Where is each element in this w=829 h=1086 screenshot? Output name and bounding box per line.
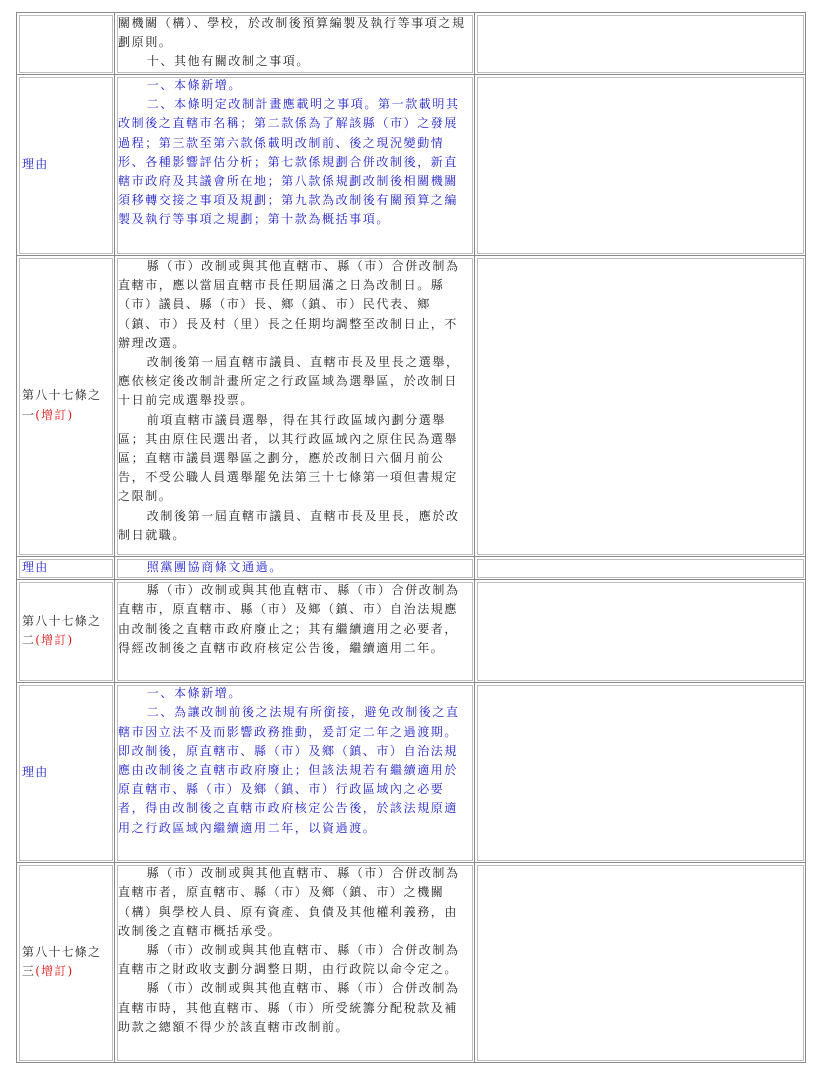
empty-cell <box>475 75 806 256</box>
table-row <box>17 863 806 1063</box>
added-tag: (增訂) <box>35 407 74 422</box>
paragraph: 改制後第一屆直轄市議員、直轄市長及里長之選舉，應依核定後改制計畫所定之行政區域為選舉區，於改制日十日前完成選舉投票。 <box>118 355 460 408</box>
row-label-cell <box>17 256 115 557</box>
empty-cell <box>475 863 806 1063</box>
paragraph: 一、本條新增。 <box>146 686 242 701</box>
empty-cell <box>475 683 806 863</box>
row-label-cell <box>17 13 115 75</box>
paragraph: 二、為讓改制前後之法規有所銜接，避免改制後之直轄市因立法不及而影響政務推動，爰訂定二年之過渡期。即改制後，原直轄市、縣（市）及鄉（鎮、市）自治法規應由改制後之直轄市政府廢止；但該法規若有繼續適用於原直轄市、縣（市）及鄉（鎮、市）行政區域內之必要者，得由改制後之直轄市政府核定公告後，於該法規原適用之行政區域內繼續適用二年，以資過渡。 <box>118 705 460 835</box>
row-label-cell <box>17 683 115 863</box>
paragraph: 縣（市）改制或與其他直轄市、縣（市）合併改制為直轄市，原直轄市、縣（市）及鄉（鎮、市）自治法規應由改制後之直轄市政府廢止之；其有繼續適用之必要者，得經改制後之直轄市政府核定公告後，繼續適用二年。 <box>118 583 460 655</box>
row-label: 理由 <box>22 764 49 779</box>
empty-cell <box>475 13 806 75</box>
row-label: 理由 <box>22 156 49 171</box>
paragraph: 縣（市）改制或與其他直轄市、縣（市）合併改制為直轄市之財政收支劃分調整日期，由行政院以命令定之。 <box>118 943 460 977</box>
paragraph: 二、本條明定改制計畫應載明之事項。第一款載明其改制後之直轄市名稱；第二款係為了解該縣（市）之發展過程；第三款至第六款係載明改制前、後之現況變動情形、各種影響評估分析；第七款係規劃合併改制後，新直轄市政府及其議會所在地；第八款係規劃改制後相關機關須移轉交接之事項及規劃；第九款為改制後有關預算之編製及執行等事項之規劃；第十款為概括事項。 <box>118 97 460 227</box>
law-amendment-table <box>16 12 806 1063</box>
paragraph: 縣（市）改制或與其他直轄市、縣（市）合併改制為直轄市時，其他直轄市、縣（市）所受統籌分配稅款及補助款之總額不得少於該直轄市改制前。 <box>118 981 460 1034</box>
table-row <box>17 13 806 75</box>
table-row <box>17 557 806 580</box>
paragraph: 關機關（構）、學校，於改制後預算編製及執行等事項之規劃原則。 <box>118 16 466 50</box>
paragraph: 一、本條新增。 <box>146 78 242 92</box>
paragraph: 縣（市）改制或與其他直轄市、縣（市）合併改制為直轄市者，原直轄市、縣（市）及鄉（鎮、市）之機關（構）與學校人員、原有資產、負債及其他權利義務，由改制後之直轄市概括承受。 <box>118 866 460 938</box>
added-tag: (增訂) <box>35 964 74 979</box>
row-label: 理由 <box>22 560 49 574</box>
empty-cell <box>475 557 806 580</box>
paragraph: 改制後第一屆直轄市議員、直轄市長及里長，應於改制日就職。 <box>118 508 460 542</box>
table-row <box>17 580 806 683</box>
row-text-cell <box>115 683 475 863</box>
empty-cell <box>475 580 806 683</box>
added-tag: (增訂) <box>35 632 74 647</box>
row-label: 第八十七條之三 <box>22 945 102 979</box>
row-label: 第八十七條之一 <box>22 388 102 422</box>
paragraph: 前項直轄市議員選舉，得在其行政區域內劃分選舉區；其由原住民選出者，以其行政區域內之原住民為選舉區；直轄市議員選舉區之劃分，應於改制日六個月前公告，不受公職人員選舉罷免法第三十七條第一項但書規定之限制。 <box>118 412 459 504</box>
row-text-cell <box>115 557 475 580</box>
row-label-cell <box>17 557 115 580</box>
paragraph: 縣（市）改制或與其他直轄市、縣（市）合併改制為直轄市，應以當屆直轄市長任期屆滿之日為改制日。縣（市）議員、縣（市）長、鄉（鎮、市）民代表、鄉（鎮、市）長及村（里）長之任期均調整至改制日止，不辦理改選。 <box>118 259 460 350</box>
table-row <box>17 75 806 256</box>
row-label-cell <box>17 580 115 683</box>
row-text-cell <box>115 13 475 75</box>
row-label-cell <box>17 863 115 1063</box>
paragraph: 十、其他有關改制之事項。 <box>146 54 310 69</box>
table-row <box>17 683 806 863</box>
row-text-cell <box>115 75 475 256</box>
row-text-cell <box>115 580 475 683</box>
paragraph: 照黨團協商條文通過。 <box>146 560 283 574</box>
row-text-cell <box>115 256 475 557</box>
row-label-cell <box>17 75 115 256</box>
empty-cell <box>475 256 806 557</box>
row-text-cell <box>115 863 475 1063</box>
row-label: 第八十七條之二 <box>22 613 102 647</box>
table-row <box>17 256 806 557</box>
